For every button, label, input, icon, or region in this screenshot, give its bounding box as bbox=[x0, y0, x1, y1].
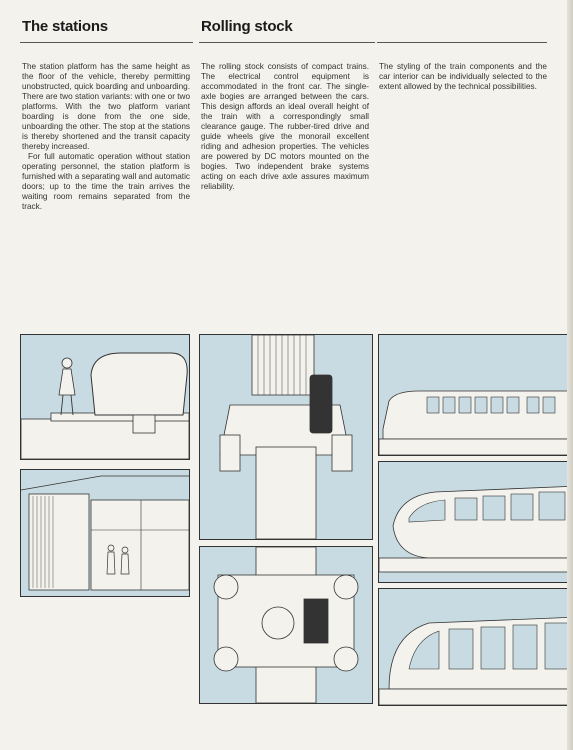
paragraph: The styling of the train components and the car interior can be individually selected to the extent allowed by the technical possibilities. bbox=[379, 62, 547, 91]
paragraph: The rolling stock consists of compact trains. The electrical control equipment is accommodated in the front car. The single-axle bogies are arranged between the cars. This design affords an ideal overall height of the train with a correspondingly small clearance gauge. The rubber-tired drive and guide wheels give the monorail excellent riding and adhesion properties. The vehicles are powered by DC motors mounted on the bogies. Two independent brake systems acting on each drive axle assures maximum reliability. bbox=[201, 62, 369, 191]
page-edge bbox=[567, 0, 573, 750]
heading-rule-left bbox=[20, 42, 193, 43]
station-waiting-room-icon bbox=[21, 470, 189, 596]
train-side-view-icon bbox=[379, 335, 573, 455]
heading-rule-right bbox=[377, 42, 547, 43]
train-perspective-figure bbox=[378, 461, 573, 583]
text-column-styling bbox=[379, 62, 547, 92]
bogie-front-view-icon bbox=[200, 335, 372, 539]
section-heading-stations: The stations bbox=[22, 18, 108, 35]
paragraph: For full automatic operation without station operating personnel, the station platform is furnished with a separating wall and automatic doors; up to the time the train arrives the waiting room remains separated from the track. bbox=[22, 152, 190, 211]
text-column-stations bbox=[22, 62, 190, 212]
heading-rule-middle bbox=[199, 42, 375, 43]
bogie-plan-figure bbox=[199, 546, 373, 704]
station-section-figure bbox=[20, 334, 190, 460]
station-cross-section-icon bbox=[21, 335, 189, 459]
train-side-figure bbox=[378, 334, 573, 456]
paragraph: The station platform has the same height as the floor of the vehicle, thereby permitting unobstructed, quick boarding and unboarding. There are two station variants: with one or two platforms. With the two platform variant boarding is done from the one side, unboarding the other. The stop at the stations is thereby shortened and the transit capacity thereby increased. bbox=[22, 62, 190, 151]
train-perspective-icon bbox=[379, 462, 573, 582]
section-heading-rolling-stock: Rolling stock bbox=[201, 18, 293, 35]
text-column-rolling-stock bbox=[201, 62, 369, 192]
train-cab-icon bbox=[379, 589, 573, 705]
bogie-plan-view-icon bbox=[200, 547, 372, 703]
station-interior-figure bbox=[20, 469, 190, 597]
bogie-front-figure bbox=[199, 334, 373, 540]
train-cab-figure bbox=[378, 588, 573, 706]
